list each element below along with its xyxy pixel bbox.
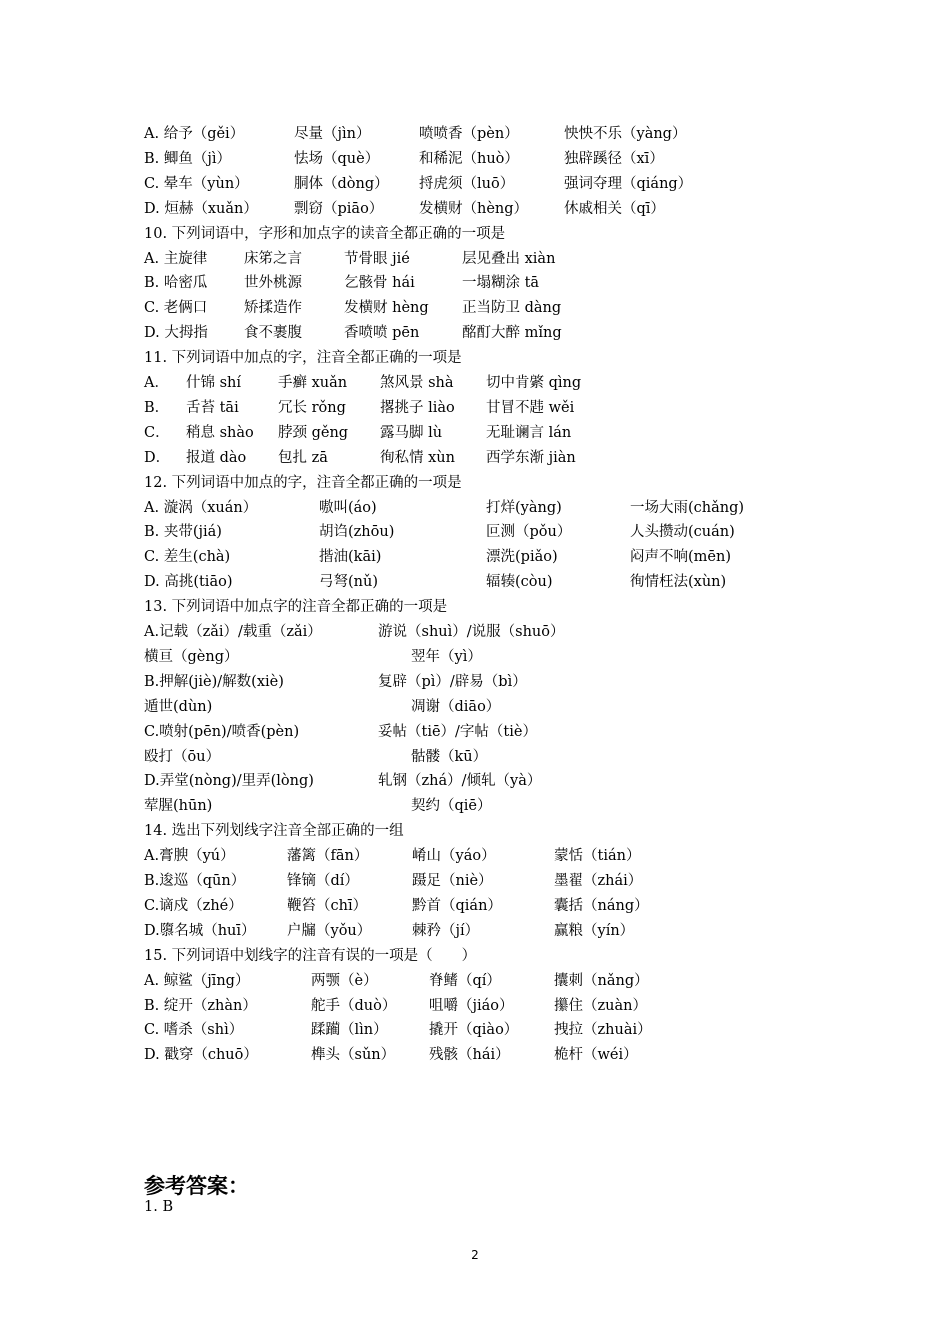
word-item: 节骨眼 jié — [344, 250, 410, 267]
word-item: 舌苔 tāi — [186, 399, 239, 416]
word-item: 辐辏(còu) — [486, 574, 553, 591]
line-lead: D． — [144, 449, 171, 466]
line-lead: 12. 下列词语中加点的字，注音全都正确的一项是 — [144, 474, 462, 491]
answer-heading: 参考答案： — [144, 1174, 249, 1198]
word-item: 无耻谰言 lán — [486, 424, 572, 441]
word-item: 香喷喷 pēn — [344, 325, 420, 342]
word-item: 稍息 shào — [186, 424, 254, 441]
line-lead: 11. 下列词语中加点的字，注音全都正确的一项是 — [144, 350, 462, 367]
word-item: 蹂躏（lìn） — [311, 1022, 388, 1039]
line-lead: A． — [144, 375, 169, 391]
line-lead: A. 给予（gěi） — [144, 126, 245, 142]
line-lead: 13. 下列词语中加点字的注音全都正确的一项是 — [144, 599, 448, 616]
word-item: 捋虎须（luō） — [419, 175, 515, 192]
word-item: 叵测（pǒu） — [486, 524, 572, 541]
line-lead: B. 夹带(jiá) — [144, 524, 222, 541]
word-item: 藩篱（fān） — [287, 848, 369, 865]
word-item: 胡诌(zhōu) — [319, 524, 395, 541]
line-lead: 殴打（ōu） — [144, 748, 221, 765]
word-item: 煞风景 shà — [380, 375, 454, 391]
word-item: 桅杆（wéi） — [554, 1047, 638, 1064]
word-item: 户牖（yǒu） — [287, 922, 372, 939]
word-item: 攮刺（nǎng） — [554, 972, 649, 989]
word-item: 世外桃源 — [244, 275, 302, 292]
word-item: 徇情枉法(xùn) — [630, 574, 727, 591]
line-lead: D. 高挑(tiāo) — [144, 574, 233, 591]
word-item: 黔首（qián） — [412, 897, 502, 914]
line-lead: 横亘（gèng） — [144, 648, 239, 665]
line-lead: 遁世(dùn) — [144, 698, 213, 715]
line-lead: C. 晕车（yùn） — [144, 175, 249, 192]
line-lead: D. 大拇指 — [144, 325, 208, 342]
word-item: 胴体（dòng） — [294, 175, 389, 192]
word-item: 蒙恬（tián） — [554, 848, 641, 865]
word-item: 鞭笞（chī） — [287, 897, 368, 914]
word-item: 撂挑子 liào — [380, 399, 455, 416]
word-item: 契约（qiē） — [411, 798, 492, 815]
word-item: 什锦 shí — [186, 375, 242, 391]
word-item: 正当防卫 dàng — [462, 300, 562, 317]
line-lead: D.弄堂(nòng)/里弄(lòng) — [144, 773, 314, 790]
line-lead: A.膏腴（yú） — [144, 848, 235, 865]
line-lead: D. 戳穿（chuō） — [144, 1047, 258, 1064]
line-lead: A. 主旋律 — [144, 250, 208, 267]
line-lead: A.记载（zǎi）/载重（zǎi） — [144, 624, 322, 640]
word-item: 床笫之言 — [244, 250, 302, 267]
word-item: 妥帖（tiē）/字帖（tiè） — [378, 723, 537, 740]
word-item: 轧钢（zhá）/倾轧（yà） — [378, 773, 542, 790]
word-item: 强词夺理（qiáng） — [564, 175, 693, 192]
answer-line: 1. B — [144, 1199, 174, 1215]
word-item: 打烊(yàng) — [486, 499, 562, 516]
word-item: 棘矜（jí） — [412, 922, 480, 939]
word-item: 露马脚 lù — [380, 424, 443, 441]
line-lead: C. 老俩口 — [144, 300, 208, 317]
word-item: 拽拉（zhuài） — [554, 1022, 652, 1039]
word-item: 包扎 zā — [278, 449, 328, 466]
word-item: 揩油(kāi) — [319, 549, 382, 566]
line-lead: 10. 下列词语中，字形和加点字的读音全都正确的一项是 — [144, 225, 506, 242]
word-item: 冗长 rǒng — [278, 399, 346, 416]
word-item: 休戚相关（qī） — [564, 200, 665, 217]
word-item: 手癣 xuǎn — [278, 375, 348, 391]
word-item: 残骸（hái） — [429, 1047, 510, 1064]
word-item: 赢粮（yín） — [554, 922, 635, 939]
word-item: 凋谢（diāo） — [411, 698, 501, 715]
line-lead: C. 差生(chà) — [144, 549, 231, 566]
word-item: 徇私情 xùn — [380, 449, 455, 466]
word-item: 一塌糊涂 tā — [462, 275, 540, 292]
word-item: 切中肯綮 qìng — [486, 375, 582, 391]
line-lead: B.押解(jiè)/解数(xiè) — [144, 673, 284, 690]
word-item: 报道 dào — [186, 449, 247, 466]
word-item: 人头攒动(cuán) — [630, 524, 735, 541]
line-lead: B.逡巡（qūn） — [144, 873, 246, 889]
word-item: 酩酊大醉 mǐng — [462, 325, 562, 342]
word-item: 层见叠出 xiàn — [462, 250, 556, 267]
word-item: 怯场（què） — [294, 150, 380, 167]
word-item: 脊鳍（qí） — [429, 972, 501, 989]
line-lead: C． — [144, 424, 170, 441]
word-item: 撬开（qiào） — [429, 1022, 519, 1039]
word-item: 崤山（yáo） — [412, 848, 496, 865]
line-lead: B. 鲫鱼（jì） — [144, 150, 232, 167]
line-lead: D.隳名城（huī） — [144, 922, 256, 939]
line-lead: C. 嗜杀（shì） — [144, 1022, 244, 1039]
word-item: 和稀泥（huò） — [419, 150, 519, 167]
line-lead: D. 烜赫（xuǎn） — [144, 200, 258, 217]
word-item: 怏怏不乐（yàng） — [564, 126, 687, 142]
line-lead: 14. 选出下列划线字注音全部正确的一组 — [144, 823, 404, 840]
line-lead: C.喷射(pēn)/喷香(pèn) — [144, 723, 300, 740]
word-item: 游说（shuì）/说服（shuō） — [378, 624, 565, 640]
line-lead: 15. 下列词语中划线字的注音有误的一项是（ ） — [144, 947, 477, 964]
word-item: 剽窃（piāo） — [294, 200, 384, 217]
word-item: 攥住（zuàn） — [554, 997, 647, 1014]
line-lead: C.谪戍（zhé） — [144, 897, 243, 914]
word-item: 甘冒不韪 wěi — [486, 399, 575, 416]
word-item: 囊括（náng） — [554, 897, 649, 914]
word-item: 骷髅（kū） — [411, 748, 488, 765]
line-lead: A. 鲸鲨（jīng） — [144, 972, 250, 989]
word-item: 食不裹腹 — [244, 325, 302, 342]
line-lead: A. 漩涡（xuán） — [144, 499, 258, 516]
line-lead: 荤腥(hūn) — [144, 798, 213, 815]
word-item: 舵手（duò） — [311, 997, 397, 1014]
word-item: 喷喷香（pèn） — [419, 126, 519, 142]
word-item: 一场大雨(chǎng) — [630, 499, 745, 516]
word-item: 两颚（è） — [311, 972, 378, 989]
word-item: 发横财（hèng） — [419, 200, 529, 217]
line-lead: B． — [144, 399, 170, 416]
word-item: 西学东渐 jiàn — [486, 449, 576, 466]
word-item: 脖颈 gěng — [278, 424, 349, 441]
word-item: 嗷叫(áo) — [319, 499, 377, 516]
word-item: 蹑足（niè） — [412, 873, 493, 889]
word-item: 榫头（sǔn） — [311, 1047, 396, 1064]
word-item: 漂洗(piǎo) — [486, 549, 558, 566]
line-lead: B. 哈密瓜 — [144, 275, 208, 292]
line-lead: B. 绽开（zhàn） — [144, 997, 257, 1014]
word-item: 乞骸骨 hái — [344, 275, 415, 292]
word-item: 发横财 hèng — [344, 300, 429, 317]
word-item: 矫揉造作 — [244, 300, 302, 317]
word-item: 独辟蹊径（xī） — [564, 150, 664, 167]
word-item: 墨翟（zhái） — [554, 873, 643, 889]
word-item: 闷声不响(mēn) — [630, 549, 731, 566]
word-item: 咀嚼（jiáo） — [429, 997, 514, 1014]
word-item: 复辟（pì）/辟易（bì） — [378, 673, 527, 690]
word-item: 弓弩(nǔ) — [319, 574, 378, 591]
word-item: 尽量（jìn） — [294, 126, 371, 142]
word-item: 翌年（yì） — [411, 648, 482, 665]
word-item: 锋镝（dí） — [287, 873, 359, 889]
page-number: 2 — [471, 1248, 479, 1262]
